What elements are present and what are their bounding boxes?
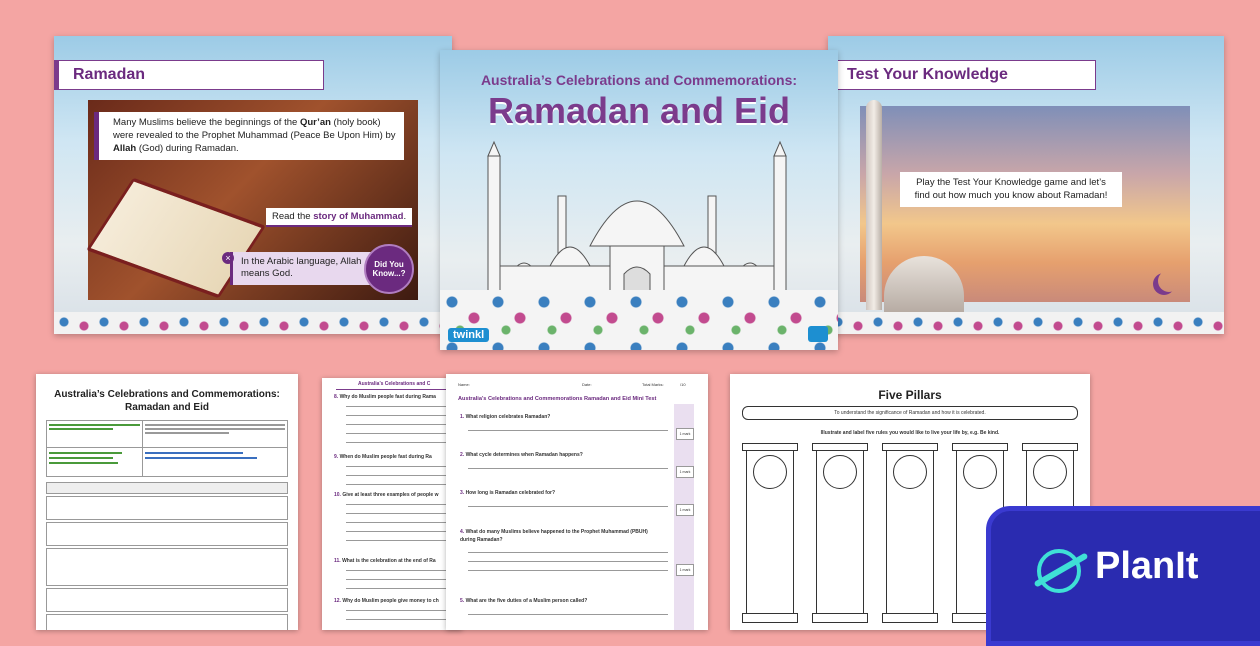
cover-badge-icon: [808, 326, 828, 342]
floor-pattern: [828, 312, 1224, 334]
mini-test-header: Australia’s Celebrations and Commemorations Ramadan and Eid Mini Test: [458, 396, 657, 402]
question-text: What is the celebration at the end of Ra: [342, 558, 436, 564]
lesson-plan-title: [36, 374, 298, 414]
planit-badge: [986, 506, 1260, 646]
read-story-box: [266, 208, 412, 227]
question-number: 3.: [460, 490, 465, 496]
question-text: What cycle determines when Ramadan happens?: [465, 452, 583, 458]
test-question: [460, 452, 583, 458]
question-text: When do Muslim people fast during Ra: [339, 454, 432, 460]
question-number: 11.: [334, 558, 341, 564]
worksheet-header: Australia’s Celebrations and C: [358, 381, 431, 387]
worksheet-question: [334, 598, 439, 604]
question-text: Why do Muslim people fast during Rama: [339, 394, 436, 400]
mark-box: 1 mark: [676, 564, 694, 576]
question-number: 9.: [334, 454, 339, 460]
question-number: 1.: [460, 414, 465, 420]
fact-text: In the Arabic language, Allah means God.: [241, 256, 362, 280]
cover-subtitle: Australia’s Celebrations and Commemorations:: [480, 72, 798, 88]
name-label: Name:: [458, 382, 470, 387]
quran-quote-box: [94, 112, 404, 160]
title-line: Ramadan and Eid: [125, 402, 209, 413]
mark-box: 1 mark: [676, 466, 694, 478]
question-text: Give at least three examples of people w: [342, 492, 439, 498]
quote-allah: Allah: [113, 142, 137, 154]
slide-cover: [440, 50, 838, 350]
did-you-know-text: Did You Know...?: [372, 260, 406, 278]
crescent-moon-icon: [1158, 270, 1180, 292]
fact-box: [230, 252, 377, 285]
test-question: [460, 414, 550, 420]
quote-text: Many Muslims believe the beginnings of the: [113, 117, 300, 128]
question-text: How long is Ramadan celebrated for?: [465, 490, 556, 496]
objective-box: [742, 406, 1078, 420]
question-number: 8.: [334, 394, 339, 400]
title-line: Australia’s Celebrations and Commemorations:: [54, 389, 280, 400]
test-question: [460, 490, 555, 496]
total-value: /10: [680, 382, 686, 387]
question-text: What do many Muslims believe happened to the Prophet Muhammad (PBUH) during Ramadan?: [460, 529, 648, 543]
test-question: [460, 598, 587, 604]
question-text: Why do Muslim people give money to ch: [342, 598, 439, 604]
five-pillars-title: Five Pillars: [878, 388, 942, 402]
slide-title: Ramadan: [54, 60, 324, 90]
slide-test-your-knowledge: [828, 36, 1224, 334]
quote-text: (holy book) were revealed to the Prophet Muhammad (Peace Be Upon Him) by: [113, 117, 396, 141]
slide-ramadan: [54, 36, 452, 334]
cover-title: Ramadan and Eid: [487, 90, 791, 131]
worksheet-question: [334, 454, 432, 460]
lesson-steps: [46, 482, 288, 630]
doc-lesson-plan: [36, 374, 298, 630]
quiz-text: Play the Test Your Knowledge game and let’s find out how much you know about Ramadan!: [914, 177, 1108, 202]
worksheet-question: [334, 394, 436, 400]
question-number: 10.: [334, 492, 341, 498]
question-number: 12.: [334, 598, 341, 604]
quote-quran: Qur’an: [299, 117, 331, 128]
lesson-plan-table: [46, 420, 288, 477]
date-label: Date:: [582, 382, 592, 387]
floor-pattern: [54, 312, 452, 334]
read-text: Read the: [272, 211, 314, 222]
question-number: 5.: [460, 598, 465, 604]
quote-text: (God) during Ramadan.: [136, 142, 239, 154]
cover-floor: [440, 290, 838, 350]
total-label: Total Marks:: [642, 382, 664, 387]
planit-logo-icon: [1037, 549, 1081, 593]
doc-mini-test: [446, 374, 708, 630]
pillar-2: [816, 448, 864, 618]
story-of-muhammad-link[interactable]: story of Muhammad: [313, 211, 404, 222]
slide-title: Test Your Knowledge: [828, 60, 1096, 90]
test-question: [460, 528, 660, 544]
read-text: .: [403, 211, 407, 222]
mosque-illustration: [440, 136, 838, 316]
instruction-text: Illustrate and label five rules you would like to live your life by, e.g. Be kind.: [820, 430, 1000, 436]
worksheet-question: [334, 492, 439, 498]
pillar-3: [886, 448, 934, 618]
question-text: What religion celebrates Ramadan?: [465, 414, 551, 420]
twinkl-logo: twinkl: [448, 328, 489, 342]
objective-text: To understand the significance of Ramadan and how it is celebrated.: [834, 410, 986, 416]
planit-wordmark: PlanIt: [1095, 545, 1199, 587]
minaret-icon: [866, 100, 882, 310]
close-fact-icon[interactable]: ×: [222, 252, 234, 264]
question-number: 2.: [460, 452, 465, 458]
pillar-1: [746, 448, 794, 618]
worksheet-question: [334, 558, 436, 564]
question-number: 4.: [460, 529, 465, 535]
mark-box: 1 mark: [676, 504, 694, 516]
did-you-know-badge: [364, 244, 414, 294]
mark-box: 1 mark: [676, 428, 694, 440]
quiz-text-box: [900, 172, 1122, 207]
question-text: What are the five duties of a Muslim person called?: [465, 598, 588, 604]
